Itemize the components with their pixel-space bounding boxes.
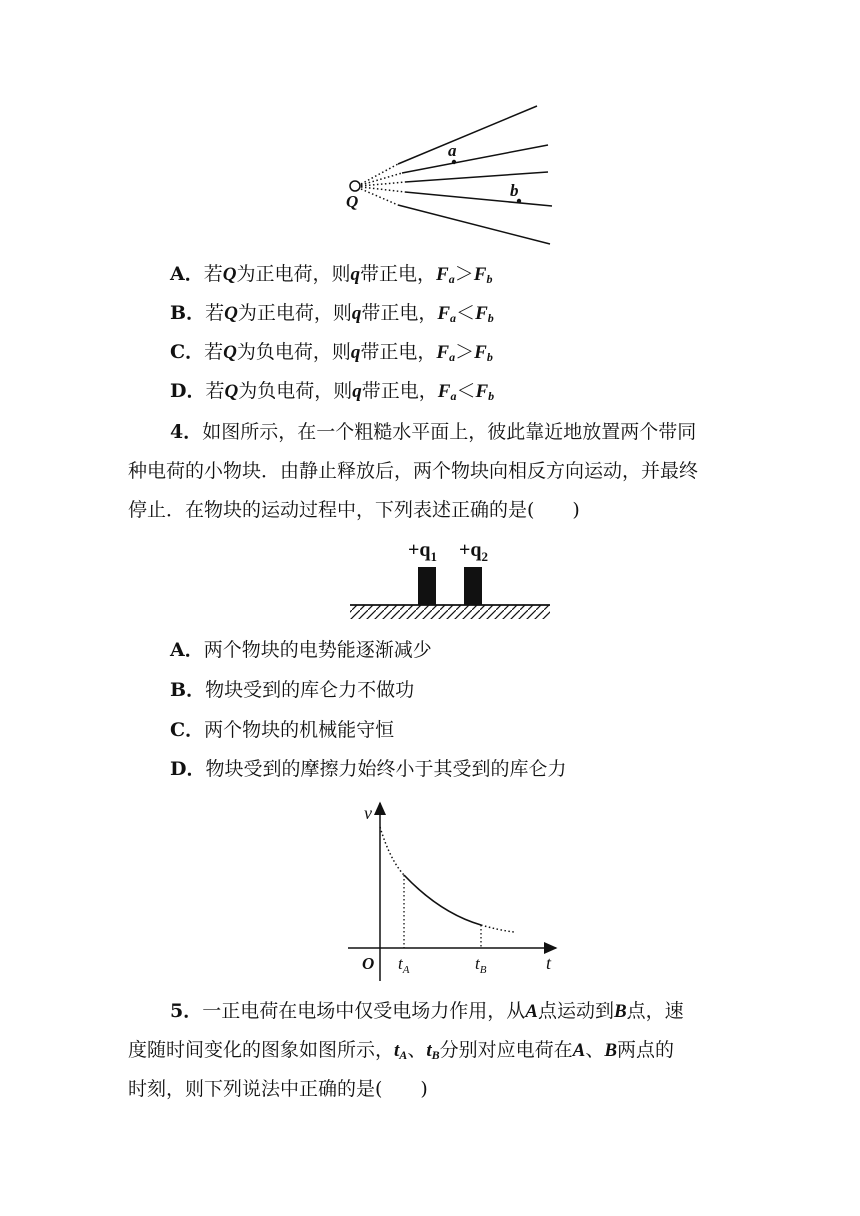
question-text: 两点的 (617, 1039, 675, 1061)
option-text: 带正电， (360, 341, 437, 363)
q5-stem-line2 (128, 1036, 674, 1069)
point-a-symbol: A (525, 1001, 538, 1022)
symbol-f: F (475, 303, 488, 324)
symbol-f: F (436, 264, 449, 285)
origin-label: O (362, 954, 375, 973)
question-text: 停止．在物块的运动过程中，下列表述正确的是( ) (128, 499, 580, 521)
point-a (452, 160, 456, 164)
question-text: 度随时间变化的图象如图所示， (128, 1039, 395, 1061)
q4-stem-line1 (170, 418, 696, 446)
question-text: 种电荷的小物块．由静止释放后，两个物块向相反方向运动，并最终 (128, 460, 699, 482)
question-text: 点，速 (626, 1000, 684, 1022)
option-text: 带正电， (361, 380, 438, 402)
tb-symbol: t (426, 1040, 432, 1061)
symbol-q-big: Q (223, 342, 237, 363)
option-text: 若 (205, 380, 225, 402)
option-text: 物块受到的摩擦力始终小于其受到的库仑力 (205, 758, 567, 780)
subscript-b: b (486, 350, 493, 364)
symbol-q-small: q (350, 264, 361, 285)
relation: ＞ (455, 341, 475, 363)
relation: ＜ (456, 302, 476, 324)
option-text: 为负电荷，则 (236, 341, 351, 363)
label-b: b (510, 181, 519, 200)
symbol-f: F (474, 342, 487, 363)
v-axis-label: v (364, 803, 372, 823)
symbol-f: F (437, 303, 451, 324)
question-text: 点运动到 (537, 1000, 614, 1022)
velocity-time-graph (0, 795, 860, 995)
question-text: 分别对应电荷在 (439, 1039, 573, 1061)
t-axis-label: t (546, 953, 552, 973)
subscript-b: b (486, 272, 493, 286)
tb-label: $t_B$ (475, 954, 487, 976)
symbol-f: F (437, 381, 451, 402)
option-letter: D (170, 758, 187, 780)
point-a-symbol: A (572, 1040, 586, 1061)
subscript-a: a (450, 389, 457, 403)
label-a: a (448, 141, 457, 160)
block-q1 (418, 567, 436, 605)
option-text: 带正电， (361, 302, 438, 324)
q4-stem-line3 (128, 496, 580, 524)
label-q1: $+q_1$ (408, 539, 438, 564)
symbol-q-big: Q (224, 381, 239, 402)
ta-symbol: t (394, 1040, 400, 1061)
block-q2 (464, 567, 482, 605)
subscript-a: a (450, 311, 457, 325)
q4-stem-line2 (128, 457, 698, 485)
point-b-symbol: B (613, 1001, 627, 1022)
ta-subscript: A (399, 1048, 408, 1062)
blocks-figure (0, 530, 860, 630)
rough-surface (350, 605, 550, 619)
subscript-a: a (448, 272, 455, 286)
q4-option-b[interactable]: B．物块受到的库仑力不做功 (170, 679, 415, 701)
option-text: 为正电荷，则 (236, 263, 351, 285)
question-number: 5． (170, 1000, 203, 1022)
subscript-b: b (488, 389, 495, 403)
q4-option-a[interactable]: A．两个物块的电势能逐渐减少 (170, 639, 432, 661)
option-letter: C (170, 341, 186, 363)
option-letter: A (170, 639, 185, 661)
option-text: 若 (203, 263, 223, 285)
q4-option-d[interactable]: D．物块受到的摩擦力始终小于其受到的库仑力 (170, 758, 567, 780)
q5-stem-line1 (170, 997, 684, 1026)
option-text: 为正电荷，则 (237, 302, 352, 324)
tb-subscript: B (431, 1048, 440, 1062)
option-text: 若 (205, 302, 225, 324)
q3-option-c[interactable]: C．若Q为负电荷，则q带正电，$F_a>F_b$ (170, 341, 493, 364)
separator: 、 (407, 1039, 427, 1061)
option-letter: A (170, 263, 185, 285)
option-text: 两个物块的电势能逐渐减少 (203, 639, 432, 661)
symbol-f: F (436, 342, 450, 363)
symbol-q-small: q (352, 381, 362, 402)
symbol-q-small: q (351, 303, 362, 324)
subscript-a: a (449, 350, 456, 364)
symbol-f: F (475, 381, 489, 402)
curve-dotted-start (380, 827, 404, 875)
curve-dotted-end (481, 925, 514, 932)
charge-q-circle (350, 181, 360, 191)
q4-option-c[interactable]: C．两个物块的机械能守恒 (170, 719, 395, 741)
q3-option-d[interactable]: D．若Q为负电荷，则q带正电，$F_a<F_b$ (170, 380, 495, 403)
point-b-symbol: B (604, 1040, 618, 1061)
option-text: 若 (204, 341, 224, 363)
option-letter: C (170, 719, 186, 741)
q3-option-a[interactable]: A．若Q为正电荷，则q带正电，$F_a>F_b$ (170, 263, 493, 286)
field-lines-figure (0, 0, 860, 260)
question-text: 如图所示，在一个粗糙水平面上，彼此靠近地放置两个带同 (202, 421, 697, 443)
option-text: 物块受到的库仑力不做功 (205, 679, 415, 701)
symbol-q-small: q (350, 342, 361, 363)
question-text: 一正电荷在电场中仅受电场力作用，从 (202, 1000, 526, 1022)
symbol-f: F (473, 264, 487, 285)
question-number: 4． (170, 421, 203, 443)
separator: 、 (585, 1039, 605, 1061)
label-q2: $+q_2$ (459, 539, 489, 564)
label-q: Q (346, 192, 359, 211)
option-letter: B (170, 679, 187, 701)
symbol-q-big: Q (224, 303, 238, 324)
relation: ＞ (454, 263, 474, 285)
option-letter: B (170, 302, 187, 324)
option-text: 带正电， (360, 263, 437, 285)
option-letter: D (170, 380, 187, 402)
velocity-curve (404, 875, 481, 925)
option-text: 为负电荷，则 (238, 380, 353, 402)
question-text: 时刻，则下列说法中正确的是( ) (128, 1078, 428, 1100)
symbol-q-big: Q (222, 264, 237, 285)
subscript-b: b (487, 311, 494, 325)
q3-option-b[interactable]: B．若Q为正电荷，则q带正电，$F_a<F_b$ (170, 302, 494, 325)
ta-label: $t_A$ (398, 954, 410, 976)
option-text: 两个物块的机械能守恒 (204, 719, 395, 741)
relation: ＜ (456, 380, 476, 402)
q5-stem-line3 (128, 1075, 428, 1103)
